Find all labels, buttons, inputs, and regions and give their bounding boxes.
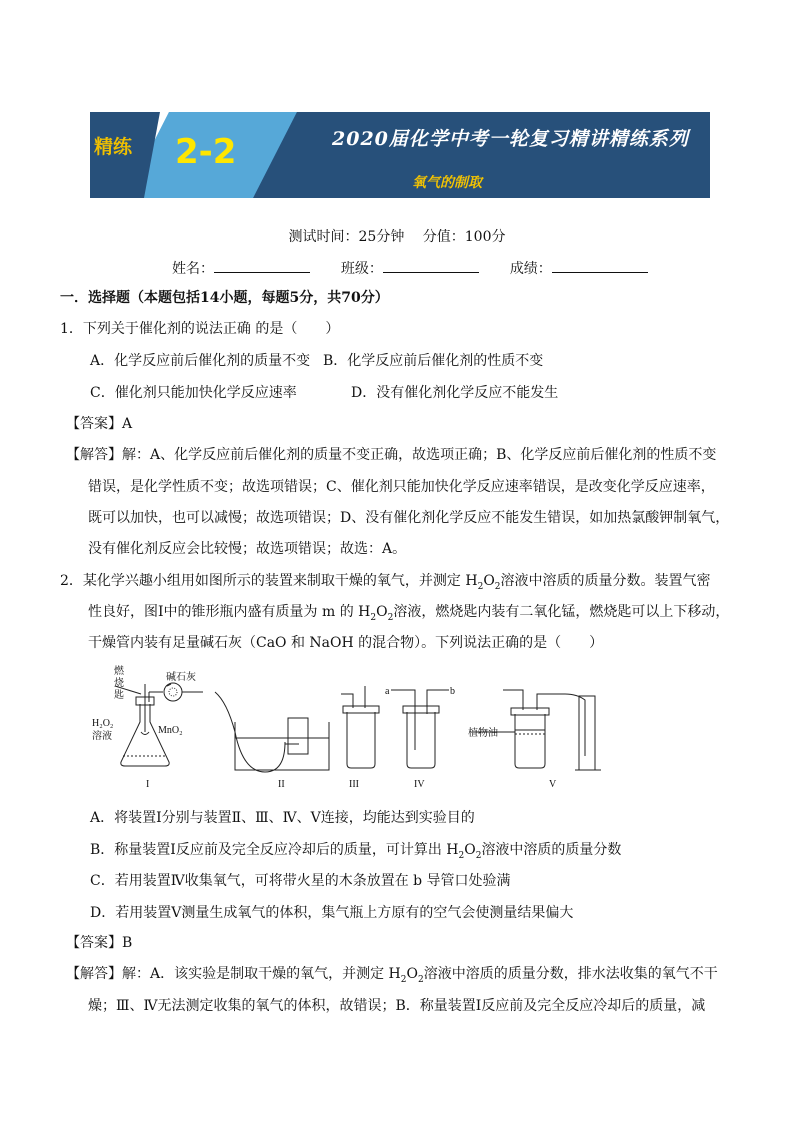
score-blank[interactable] bbox=[552, 258, 648, 273]
class-blank[interactable] bbox=[383, 258, 479, 273]
banner-title: 2020届化学中考一轮复习精讲精练系列 bbox=[332, 128, 689, 150]
q2-option-d: D．若用装置Ⅴ测量生成氧气的体积，集气瓶上方原有的空气会使测量结果偏大 bbox=[90, 905, 574, 921]
caption-2: II bbox=[278, 779, 285, 790]
q1-analysis-line1: 【解答】解：A、化学反应前后催化剂的质量不变正确，故选项正确；B、化学反应前后催化剂的性质不变 bbox=[66, 447, 717, 463]
name-blank[interactable] bbox=[214, 258, 310, 273]
q1-analysis-line2: 错误，是化学性质不变；故选项错误；C、催化剂只能加快化学反应速率错误，是改变化学反应速率， bbox=[88, 479, 715, 495]
q1-analysis-line3: 既可以加快，也可以减慢；故选项错误；D、没有催化剂化学反应不能发生错误，如加热氯酸钾制氧气， bbox=[88, 510, 730, 526]
score-label: 成绩： bbox=[509, 261, 552, 277]
q2-answer: 【答案】B bbox=[66, 935, 133, 951]
apparatus-4 bbox=[391, 690, 449, 768]
q1-option-a: A．化学反应前后催化剂的质量不变 bbox=[90, 353, 311, 369]
student-info-row bbox=[172, 258, 648, 279]
name-label: 姓名： bbox=[172, 261, 214, 277]
label-lime: 碱石灰 bbox=[166, 672, 196, 683]
q2-stem-line2: 性良好，图Ⅰ中的锥形瓶内盛有质量为 m 的 $H_2O_2$溶液，燃烧匙内装有二氧化锰，燃烧匙可以上下移动， bbox=[88, 604, 730, 623]
banner-number: 2-2 bbox=[175, 132, 237, 172]
caption-5: V bbox=[549, 779, 557, 790]
label-a: a bbox=[385, 686, 390, 697]
label-oil: 植物油 bbox=[468, 728, 498, 739]
q1-stem: 1．下列关于催化剂的说法正确 的是（ ） bbox=[60, 321, 340, 337]
banner-tag: 精练 bbox=[94, 136, 133, 158]
label-spoon: 燃烧匙 bbox=[114, 666, 124, 701]
caption-1: I bbox=[146, 779, 150, 790]
q1-answer: 【答案】A bbox=[66, 416, 133, 432]
banner-subtitle: 氧气的制取 bbox=[412, 175, 482, 191]
q2-option-b: B．称量装置Ⅰ反应前及完全反应冷却后的质量，可计算出 $H_2O_2$溶液中溶质的质量分数 bbox=[90, 842, 622, 861]
q2-stem-line3: 干燥管内装有足量碱石灰（CaO 和 NaOH 的混合物）。下列说法正确的是（ ） bbox=[88, 635, 604, 651]
label-b: b bbox=[450, 686, 455, 697]
q2-analysis-line1: 【解答】解：A．该实验是制取干燥的氧气，并测定 $H_2O_2$溶液中溶质的质量分数，排水法收集的氧气不干 bbox=[66, 966, 718, 985]
caption-3: III bbox=[349, 779, 359, 790]
q1-option-d: D．没有催化剂化学反应不能发生 bbox=[351, 385, 559, 401]
q1-option-b: B．化学反应前后催化剂的性质不变 bbox=[323, 353, 544, 369]
q1-analysis-line4: 没有催化剂反应会比较慢；故选项错误；故选：A。 bbox=[88, 541, 407, 557]
q2-stem-line1: 2．某化学兴趣小组用如图所示的装置来制取干燥的氧气，并测定 $H_2O_2$溶液中溶质的质量分数。装置气密 bbox=[60, 573, 711, 592]
apparatus-3 bbox=[341, 686, 379, 768]
class-label: 班级： bbox=[340, 261, 383, 277]
q1-option-c: C．催化剂只能加快化学反应速率 bbox=[90, 385, 297, 401]
q2-option-c: C．若用装置Ⅳ收集氧气，可将带火星的木条放置在 b 导管口处验满 bbox=[90, 873, 511, 889]
apparatus-2 bbox=[215, 692, 329, 772]
q2-option-a: A．将装置Ⅰ分别与装置Ⅱ、Ⅲ、Ⅳ、Ⅴ连接，均能达到实验目的 bbox=[90, 810, 475, 826]
label-h2o2: H₂O₂溶液 bbox=[92, 718, 114, 742]
section-heading: 一．选择题（本题包括14小题，每题5分，共70分） bbox=[60, 290, 389, 306]
test-info: 测试时间：25分钟 分值：100分 bbox=[288, 229, 506, 245]
q2-analysis-line2: 燥；Ⅲ、Ⅳ无法测定收集的氧气的体积，故错误；B．称量装置Ⅰ反应前及完全反应冷却后的质量，减 bbox=[88, 998, 706, 1014]
label-mno2: MnO₂ bbox=[158, 725, 183, 736]
caption-4: IV bbox=[414, 779, 425, 790]
